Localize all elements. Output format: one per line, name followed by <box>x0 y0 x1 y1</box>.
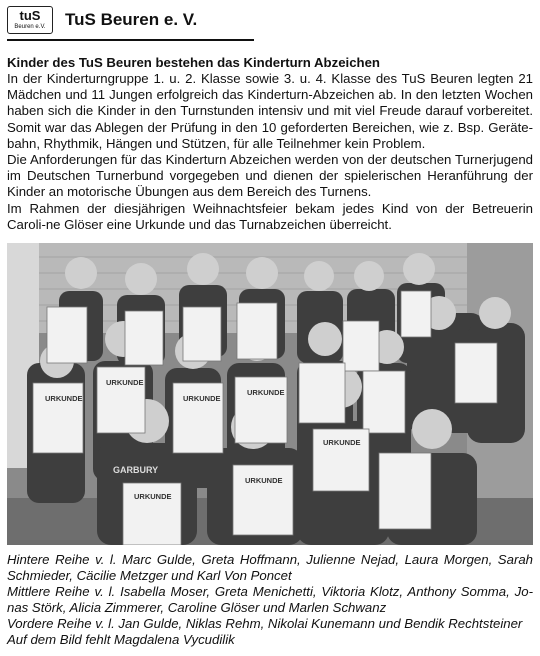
caption-line: Auf dem Bild fehlt Magdalena Vycudilik <box>7 632 235 648</box>
logo-text: tuS <box>19 8 41 23</box>
certificate-label: URKUNDE <box>323 438 361 447</box>
article-headline: Kinder des TuS Beuren bestehen das Kinderturn Abzeichen <box>7 55 380 70</box>
group-photo <box>7 243 533 545</box>
article-paragraph: In der Kinderturngruppe 1. u. 2. Klasse sowie 3. u. 4. Klasse des TuS Beuren legten 21 Mädchen und 11 Jungen erfolgreich das Kinderturn-Abzeichen ab. In den letzten Wochen haben sich die Kinder in den Turnstunden intensiv und mit viel Freude darauf vorbereitet. Somit war das Ablegen der Prüfung in den 10 geforderten Bereichen, wie z. Bsp. Geräte-bahn, Rhythmik, Hängen und Stützen, für alle Teilnehmer kein Problem. <box>7 71 533 151</box>
article <box>7 55 533 233</box>
page-header <box>7 6 533 36</box>
article-paragraph: Die Anforderungen für das Kinderturn Abzeichen werden von der deutschen Turnerjugend im Deutschen Turnerbund vorgegeben und dienen der spielerischen Heranführung der Kinder an motorische Übungen aus dem Bereich des Turnens. <box>7 152 533 200</box>
caption-line: Hintere Reihe v. l. Marc Gulde, Greta Hoffmann, Julienne Nejad, Laura Morgen, Sarah Schmieder, Cäcilie Metzger und Karl Von Poncet <box>7 552 533 584</box>
certificate-label: URKUNDE <box>106 378 144 387</box>
header-rule <box>7 39 254 41</box>
caption-line: Vordere Reihe v. l. Jan Gulde, Niklas Rehm, Nikolai Kunemann und Bendik Rechtsteiner <box>7 616 523 632</box>
club-logo <box>7 6 53 34</box>
certificate-label: URKUNDE <box>245 476 283 485</box>
photo-caption <box>7 552 533 649</box>
club-name: TuS Beuren e. V. <box>65 10 198 29</box>
shirt-print: GARBURY <box>113 465 159 475</box>
group-photo-drawing <box>7 243 533 545</box>
article-paragraph: Im Rahmen der diesjährigen Weihnachtsfeier bekam jedes Kind von der Betreuerin Caroli-ne Glöser eine Urkunde und das Turnabzeichen überreicht. <box>7 200 533 232</box>
certificate-label: URKUNDE <box>183 394 221 403</box>
logo-subtext: Beuren e.V. <box>14 24 46 30</box>
caption-line: Mittlere Reihe v. l. Isabella Moser, Greta Menichetti, Viktoria Klotz, Anthony Somma, Jo-nas Störk, Alicia Zimmerer, Caroline Glöser und Marlen Schwanz <box>7 584 533 616</box>
certificate-label: URKUNDE <box>45 394 83 403</box>
certificate-label: URKUNDE <box>247 388 285 397</box>
certificate-label: URKUNDE <box>134 492 172 501</box>
